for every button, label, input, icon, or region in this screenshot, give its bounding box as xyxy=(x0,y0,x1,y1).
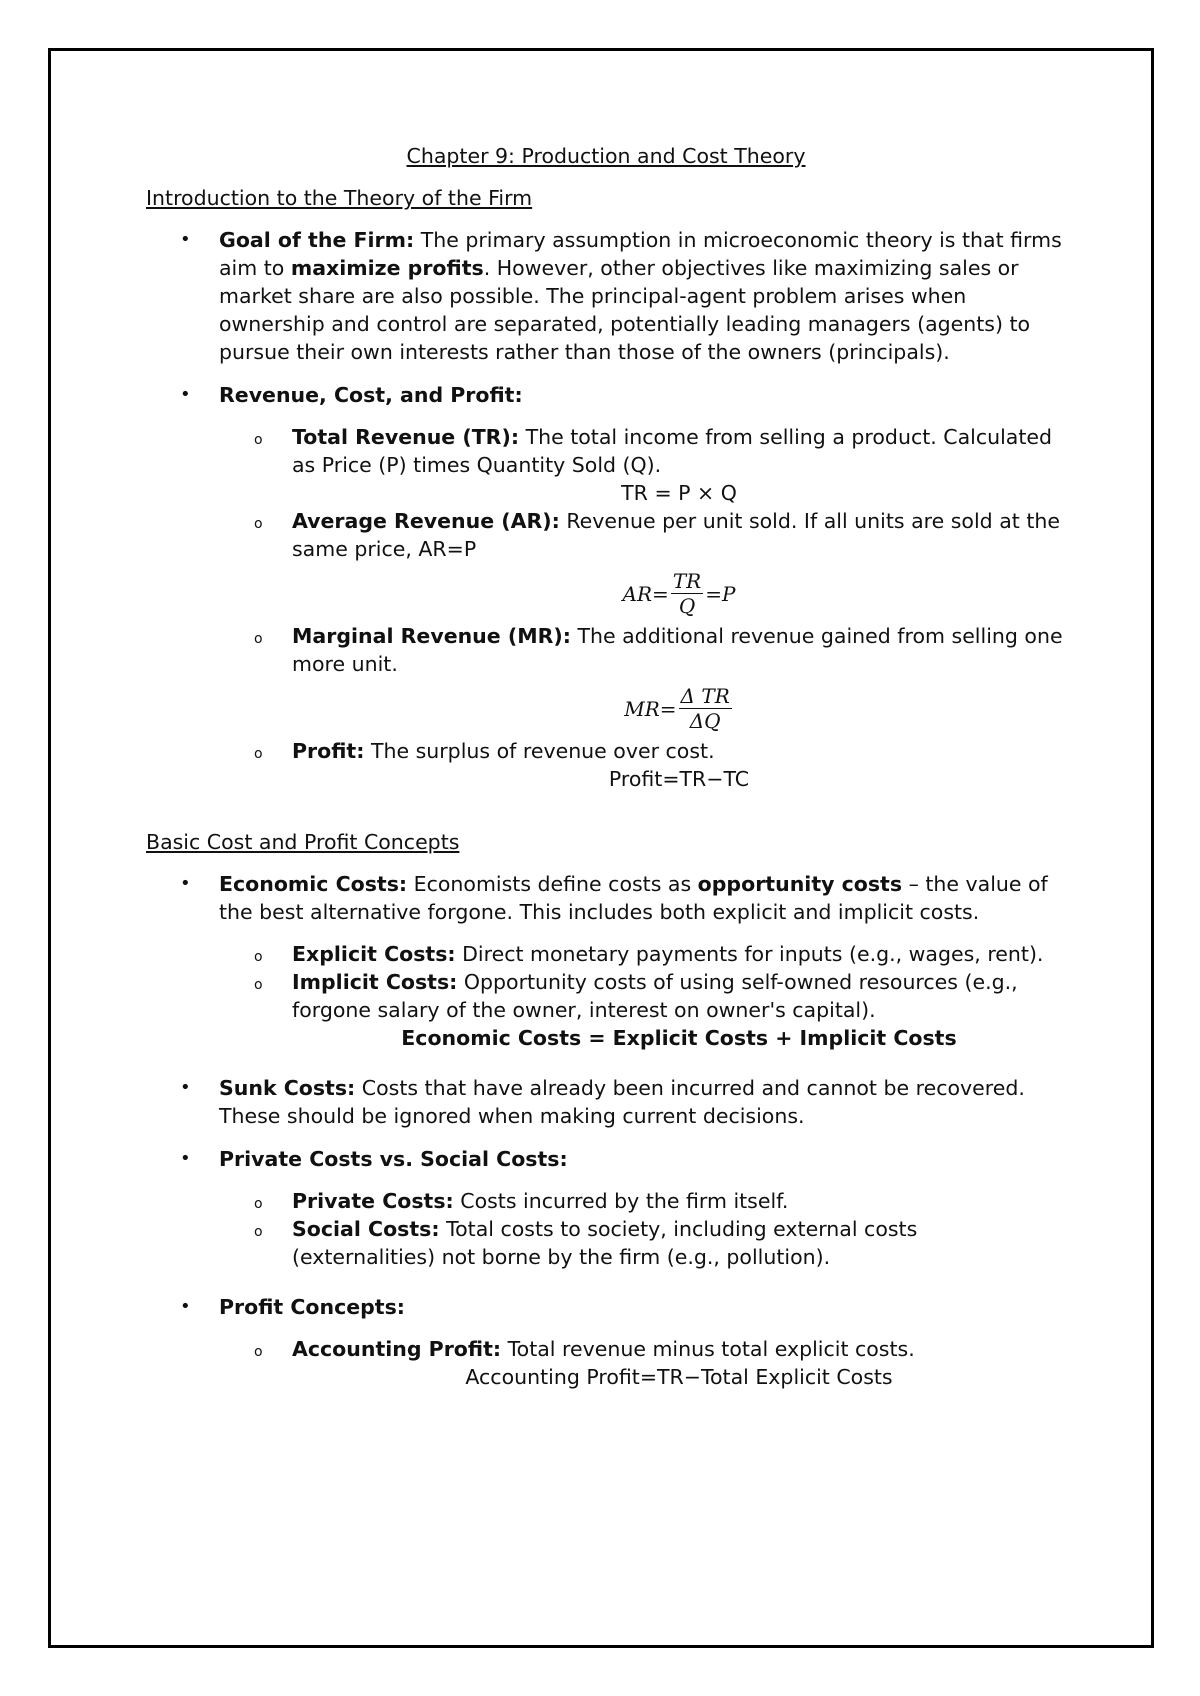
sub-item-accounting-profit xyxy=(219,1335,1066,1391)
term-total-revenue: Total Revenue (TR): xyxy=(292,425,520,449)
sub-item-explicit-costs xyxy=(219,940,1066,968)
bullet-icon: • xyxy=(180,873,191,894)
list-item-private-social-costs xyxy=(146,1145,1066,1271)
list-item-revenue-cost-profit xyxy=(146,381,1066,793)
economic-sublist xyxy=(219,940,1066,1052)
equation-mr xyxy=(292,684,1066,733)
circle-bullet-icon: o xyxy=(254,516,263,532)
sub-item-marginal-revenue xyxy=(219,622,1066,733)
mr-text: The additional revenue gained from selling one more unit. xyxy=(292,624,1063,676)
private-social-sublist xyxy=(219,1187,1066,1271)
ar-eq-left: AR= xyxy=(622,581,669,606)
list-item-economic-costs xyxy=(146,870,1066,1052)
goal-text-b: . However, other objectives like maximizing sales or market share are also possible. The principal-agent problem arises when ownership and control are separated, potentially leading managers (agents) to pursue their own interests rather than those of the owners (principals). xyxy=(219,256,1031,364)
mr-eq-left: MR= xyxy=(624,696,677,721)
economic-text-a: Economists define costs as xyxy=(407,872,698,896)
goal-text-a: The primary assumption in microeconomic theory is that firms aim to xyxy=(219,228,1062,280)
bullet-icon: • xyxy=(180,1296,191,1317)
term-profit: Profit: xyxy=(292,739,365,763)
theory-of-firm-list xyxy=(146,226,1066,793)
term-social-costs: Social Costs: xyxy=(292,1217,440,1241)
list-item-profit-concepts xyxy=(146,1293,1066,1391)
circle-bullet-icon: o xyxy=(254,631,263,647)
term-revenue-cost-profit: Revenue, Cost, and Profit: xyxy=(219,383,523,407)
ar-numerator: TR xyxy=(672,569,702,593)
cost-concepts-list xyxy=(146,870,1066,1391)
bullet-icon: • xyxy=(180,384,191,405)
sub-item-implicit-costs xyxy=(219,968,1066,1052)
term-private-social-costs: Private Costs vs. Social Costs: xyxy=(219,1147,568,1171)
economic-bold: opportunity costs xyxy=(697,872,903,896)
mr-numerator: Δ TR xyxy=(680,684,730,708)
ar-fraction xyxy=(671,569,703,618)
page-title: Chapter 9: Production and Cost Theory xyxy=(406,144,806,168)
section-heading-theory-of-firm: Introduction to the Theory of the Firm xyxy=(146,186,533,210)
term-private-costs: Private Costs: xyxy=(292,1189,454,1213)
equation-profit: Profit=TR−TC xyxy=(608,767,750,791)
goal-bold: maximize profits xyxy=(290,256,484,280)
ar-text: Revenue per unit sold. If all units are sold at the same price, AR=P xyxy=(292,509,1060,561)
explicit-text: Direct monetary payments for inputs (e.g., wages, rent). xyxy=(455,942,1044,966)
term-average-revenue: Average Revenue (AR): xyxy=(292,509,560,533)
bullet-icon: • xyxy=(180,1077,191,1098)
equation-accounting-profit: Accounting Profit=TR−Total Explicit Costs xyxy=(465,1365,893,1389)
term-explicit-costs: Explicit Costs: xyxy=(292,942,456,966)
circle-bullet-icon: o xyxy=(254,977,263,993)
section-heading-cost-profit-concepts: Basic Cost and Profit Concepts xyxy=(146,830,460,854)
term-goal-of-firm: Goal of the Firm: xyxy=(219,228,415,252)
sub-item-average-revenue xyxy=(219,507,1066,618)
section-gap xyxy=(146,808,1066,828)
equation-economic-costs: Economic Costs = Explicit Costs + Implicit Costs xyxy=(401,1026,957,1050)
accounting-text: Total revenue minus total explicit costs. xyxy=(501,1337,915,1361)
term-implicit-costs: Implicit Costs: xyxy=(292,970,458,994)
social-text: Total costs to society, including external costs (externalities) not borne by the firm (e.g., pollution). xyxy=(292,1217,918,1269)
circle-bullet-icon: o xyxy=(254,1196,263,1212)
profit-text: The surplus of revenue over cost. xyxy=(364,739,715,763)
list-item-sunk-costs xyxy=(146,1074,1066,1130)
document-body xyxy=(146,142,1066,1406)
term-sunk-costs: Sunk Costs: xyxy=(219,1076,356,1100)
equation-ar xyxy=(292,569,1066,618)
circle-bullet-icon: o xyxy=(254,949,263,965)
circle-bullet-icon: o xyxy=(254,1344,263,1360)
sub-item-private-costs xyxy=(219,1187,1066,1215)
equation-tr: TR = P × Q xyxy=(621,481,737,505)
bullet-icon: • xyxy=(180,229,191,250)
sub-item-profit xyxy=(219,737,1066,793)
revenue-sublist xyxy=(219,423,1066,793)
term-marginal-revenue: Marginal Revenue (MR): xyxy=(292,624,571,648)
tr-text: The total income from selling a product. Calculated as Price (P) times Quantity Sold (Q). xyxy=(292,425,1053,477)
mr-fraction xyxy=(679,684,732,733)
sunk-text: Costs that have already been incurred and cannot be recovered. These should be ignored when making current decisions. xyxy=(219,1076,1025,1128)
term-economic-costs: Economic Costs: xyxy=(219,872,408,896)
profit-concepts-sublist xyxy=(219,1335,1066,1391)
mr-denominator: ΔQ xyxy=(689,709,721,733)
circle-bullet-icon: o xyxy=(254,746,263,762)
bullet-icon: • xyxy=(180,1148,191,1169)
list-item-goal-of-firm xyxy=(146,226,1066,366)
ar-eq-right: =P xyxy=(705,581,736,606)
private-text: Costs incurred by the firm itself. xyxy=(453,1189,789,1213)
ar-denominator: Q xyxy=(678,594,696,618)
economic-text-b: – the value of the best alternative forgone. This includes both explicit and implicit costs. xyxy=(219,872,1048,924)
circle-bullet-icon: o xyxy=(254,432,263,448)
sub-item-total-revenue xyxy=(219,423,1066,507)
circle-bullet-icon: o xyxy=(254,1224,263,1240)
implicit-text: Opportunity costs of using self-owned resources (e.g., forgone salary of the owner, interest on owner's capital). xyxy=(292,970,1018,1022)
term-accounting-profit: Accounting Profit: xyxy=(292,1337,502,1361)
sub-item-social-costs xyxy=(219,1215,1066,1271)
term-profit-concepts: Profit Concepts: xyxy=(219,1295,406,1319)
